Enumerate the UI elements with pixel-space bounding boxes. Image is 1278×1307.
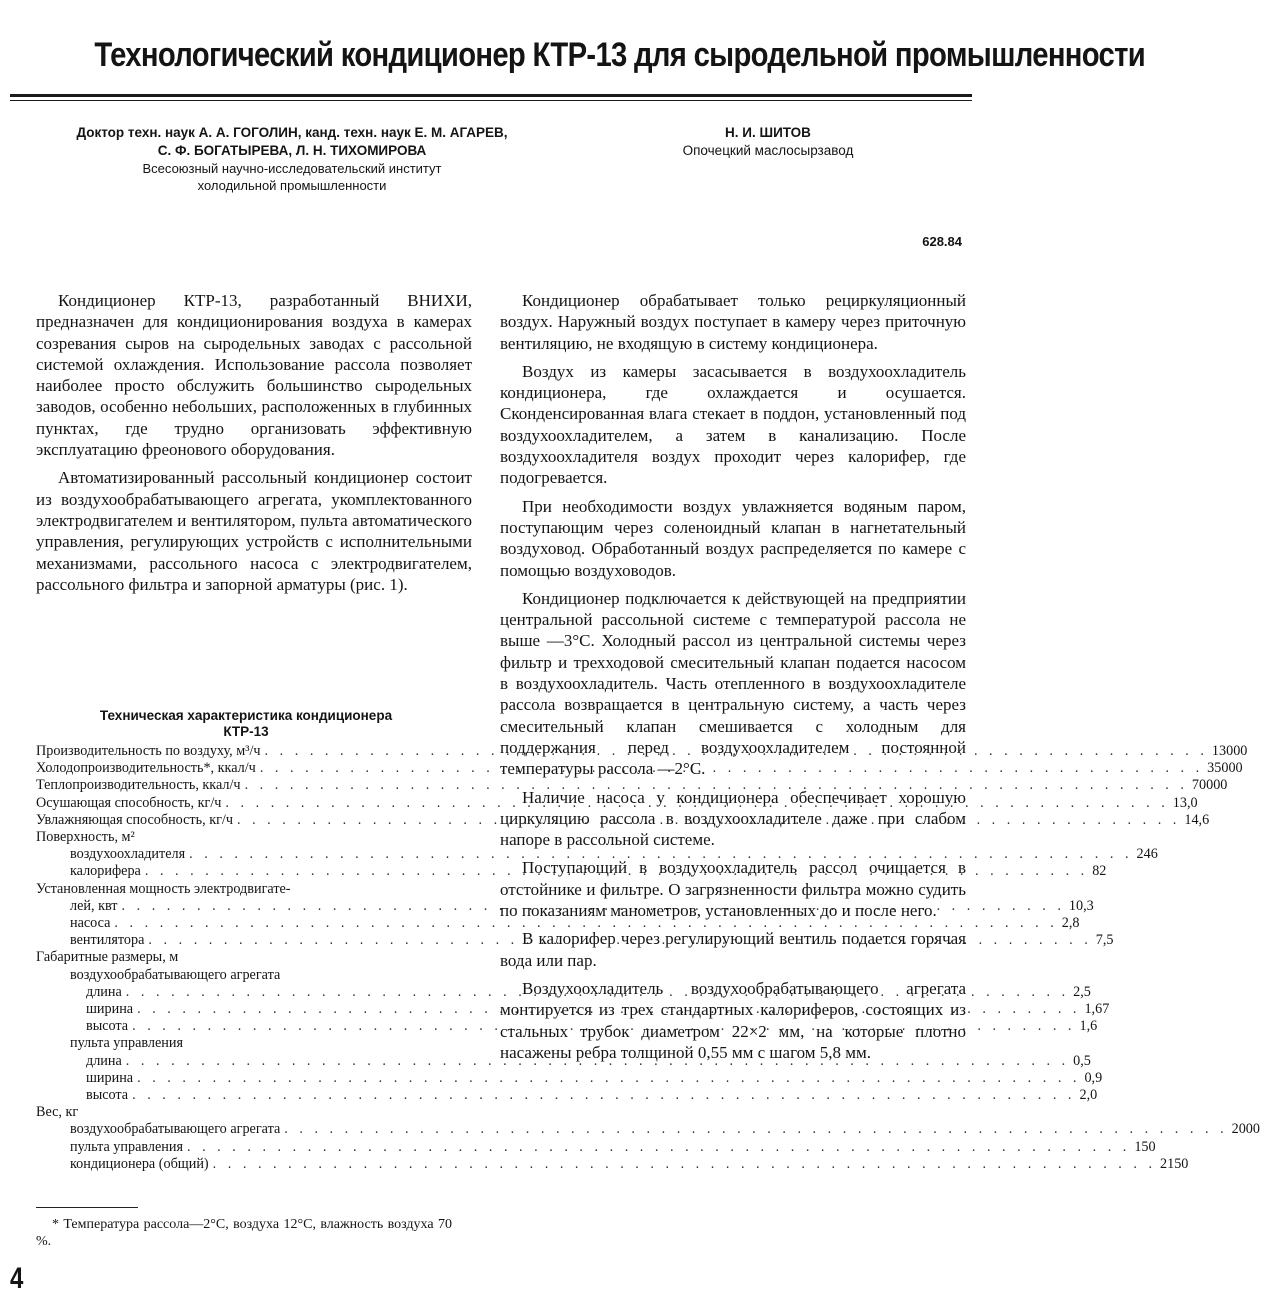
spec-label: ширина <box>86 1069 134 1086</box>
spec-label: Осушающая способность, кг/ч <box>36 794 222 811</box>
institution-line: холодильной промышленности <box>197 178 387 193</box>
spec-value: 150 <box>1134 1138 1156 1155</box>
spec-label: Габаритные размеры, м <box>36 949 179 966</box>
spec-value: 13,0 <box>1172 794 1198 811</box>
paragraph: Воздухоохладитель воздухообрабатывающего агрегата монтируется из трех стандартных калориферов, состоящих из стальных трубок диаметром 22×2 мм, на которые плотно насажены ребра толщиной 0,55 мм с шагом 5,8 мм. <box>500 978 966 1062</box>
spec-value: 2000 <box>1231 1121 1260 1138</box>
spec-row <box>36 811 1210 829</box>
spec-title-line: Техническая характеристика кондиционера <box>99 708 393 723</box>
spec-value: 2,5 <box>1073 983 1091 1000</box>
paragraph: Кондиционер КТР-13, разработанный ВНИХИ, предназначен для кондиционирования воздуха в камерах созревания сыров на сыродельных заводах с рассольной системой охлаждения. Использование рассола позволяет наиболее просто обслужить большинство сыродельных заводов, особенно небольших, расположенных в глубинных пунктах, где трудно организовать эффективную эксплуатацию фреонового оборудования. <box>36 291 472 460</box>
paragraph: Кондиционер обрабатывает только рециркуляционный воздух. Наружный воздух поступает в камеру через приточную вентиляцию, не входящую в систему кондиционера. <box>500 291 966 353</box>
paragraph: Воздух из камеры засасывается в воздухоохладитель кондиционера, где охлаждается и осушается. Сконденсированная влага стекает в поддон, установленный под воздухоохладителем, а затем в канализацию. После воздухоохладителя воздух проходит через калорифер, где подогревается. <box>500 361 966 488</box>
paragraph: Поступающий в воздухоохладитель рассол очищается в отстойнике и фильтре. О загрязненности фильтра можно судить по показаниям манометров, установленных до и после него. <box>500 858 966 921</box>
spec-row <box>36 1138 1156 1156</box>
spec-title <box>36 708 456 740</box>
spec-row <box>36 829 456 846</box>
spec-row <box>36 1001 1110 1018</box>
paragraph: В калорифер через регулирующий вентиль подается горячая вода или пар. <box>500 929 966 970</box>
footnote: * Температура рассола—2°С, воздуха 12°С, влажность воздуха 70 %. <box>36 1217 452 1249</box>
spec-value: 13000 <box>1211 743 1248 759</box>
spec-label: Холодопроизводительность*, ккал/ч <box>36 760 256 777</box>
spec-label: пульта управления <box>70 1035 183 1052</box>
spec-value: 1,67 <box>1084 1001 1110 1018</box>
author-line: С. Ф. БОГАТЫРЕВА, Л. Н. ТИХОМИРОВА <box>157 143 427 158</box>
spec-row <box>36 881 456 898</box>
spec-label: воздухообрабатывающего агрегата <box>70 1121 281 1138</box>
spec-label: воздухообрабатывающего агрегата <box>70 966 281 983</box>
spec-label: пульта управления <box>70 1138 183 1155</box>
spec-label: Производительность по воздуху, м³/ч <box>36 743 261 759</box>
spec-label: Вес, кг <box>36 1104 79 1121</box>
paragraph: Кондиционер подключается к действующей на предприятии центральной рассольной системе с температурой рассола не выше —3°С. Холодный рассол из центральной системы через фильтр и трехходовой смесительный клапан подается насосом в воздухоохладитель. Часть отепленного в воздухоохладителе рассола возвращается в центральную систему, а часть через смесительный клапан смешивается с холодным для поддержания перед воздухоохладителем постоянной температуры рассола —2°С. <box>500 588 966 779</box>
leader-dots <box>187 1139 1130 1156</box>
author-line: Доктор техн. наук А. А. ГОГОЛИН, канд. техн. наук Е. М. АГАРЕВ, <box>76 125 508 140</box>
spec-row <box>36 743 1248 760</box>
spec-row <box>36 983 1091 1001</box>
spec-value: 1,6 <box>1079 1018 1098 1035</box>
spec-label: насоса <box>70 915 111 932</box>
spec-label: Поверхность, м² <box>36 829 135 846</box>
spec-row <box>36 897 1094 915</box>
spec-label: воздухоохладителя <box>70 846 186 863</box>
spec-label: вентилятора <box>70 932 145 949</box>
spec-value: 0,9 <box>1084 1069 1103 1086</box>
spec-row <box>36 949 456 966</box>
spec-row <box>36 1155 1189 1173</box>
spec-row <box>36 1087 1098 1104</box>
paragraph: Автоматизированный рассольный кондиционер состоит из воздухообрабатывающего агрегата, укомплектованного электродвигателем и вентилятором, пульта автоматического управления, регулирующих устройств с исполнительными механизмами, рассольного насоса с электродвигателем, рассольного фильтра и запорной арматуры (рис. 1). <box>36 468 472 594</box>
spec-value: 2150 <box>1160 1155 1189 1172</box>
spec-row <box>36 1069 1103 1087</box>
spec-label: длина <box>86 1052 122 1069</box>
author-block <box>12 124 572 194</box>
paragraph: При необходимости воздух увлажняется водяным паром, поступающим через соленоидный клапан в нагнетательный воздуховод. Обработанный воздух распределяется по камере с помощью воздуховодов. <box>500 496 966 580</box>
spec-label: кондиционера (общий) <box>70 1155 209 1172</box>
second-author-org: Опочецкий маслосырзавод <box>682 143 854 158</box>
spec-title-line: КТР-13 <box>223 724 269 739</box>
spec-label: Установленная мощность электродвигате- <box>36 880 291 897</box>
spec-value: 246 <box>1136 846 1158 863</box>
spec-label: лей, квт <box>70 897 118 914</box>
spec-row <box>36 846 1158 863</box>
spec-row <box>36 760 1243 777</box>
leader-dots <box>284 1121 1227 1138</box>
title-rule-thin <box>10 100 972 101</box>
spec-label: Увлажняющая способность, кг/ч <box>36 811 233 828</box>
spec-row <box>36 967 456 984</box>
spec-label: высота <box>86 1087 129 1104</box>
spec-value: 2,8 <box>1061 915 1080 932</box>
article-title: Технологический кондиционер КТР-13 для сыродельной промышленности <box>94 36 1146 74</box>
spec-value: 10,3 <box>1068 897 1094 914</box>
spec-value: 82 <box>1092 863 1107 880</box>
spec-row <box>36 915 1080 932</box>
spec-value: 7,5 <box>1095 932 1114 949</box>
spec-row <box>36 1121 1260 1138</box>
udc-code: 628.84 <box>922 234 962 249</box>
spec-row <box>36 1035 456 1052</box>
spec-row <box>36 932 1114 949</box>
footnote-rule <box>36 1207 138 1208</box>
spec-value: 0,5 <box>1073 1052 1091 1069</box>
spec-label: длина <box>86 983 122 1000</box>
spec-label: ширина <box>86 1001 134 1018</box>
spec-value: 35000 <box>1207 760 1243 777</box>
spec-label: калорифера <box>70 863 141 880</box>
left-column <box>36 290 472 602</box>
spec-row <box>36 794 1198 812</box>
right-column <box>500 290 966 1070</box>
spec-row <box>36 863 1107 880</box>
leader-dots <box>213 1156 1156 1173</box>
second-author-name: Н. И. ШИТОВ <box>725 125 811 140</box>
spec-value: 70000 <box>1191 777 1228 794</box>
spec-row <box>36 1018 1098 1035</box>
leader-dots <box>137 1070 1080 1087</box>
spec-value: 14,6 <box>1184 811 1210 828</box>
paragraph: Наличие насоса у кондиционера обеспечивает хорошую циркуляцию рассола в воздухоохладителе даже при слабом напоре в рассольной системе. <box>500 787 966 850</box>
second-author-block <box>628 124 908 160</box>
title-rule <box>10 94 972 97</box>
leader-dots <box>132 1087 1075 1104</box>
spec-row <box>36 1104 456 1121</box>
spec-label: Теплопроизводительность, ккал/ч <box>36 777 241 794</box>
spec-value: 2,0 <box>1079 1087 1098 1104</box>
spec-label: высота <box>86 1018 129 1035</box>
institution-line: Всесоюзный научно-исследовательский институт <box>142 161 442 176</box>
spec-row <box>36 1052 1091 1070</box>
page-number: 4 <box>10 1262 24 1295</box>
spec-row <box>36 777 1228 794</box>
